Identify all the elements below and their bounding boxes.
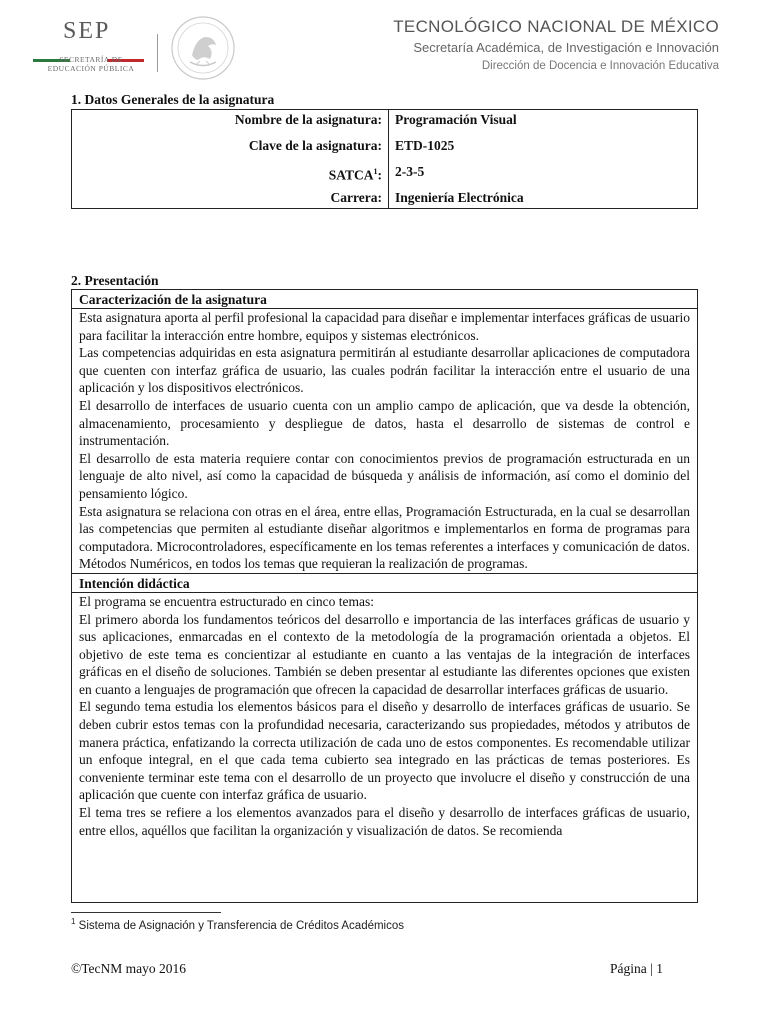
label-satca: SATCA$^1$: — [328, 167, 382, 183]
value-career: Ingeniería Electrónica — [395, 190, 524, 205]
sep-logo-stripe — [33, 49, 145, 52]
intention-heading: Intención didáctica — [72, 574, 697, 593]
characterization-paragraph: El desarrollo de interfaces de usuario cuenta con un amplio campo de aplicación, que va desde la obtención, almacenamiento, procesamiento y despliegue de datos, hasta el desarrollo de sistemas de control e instrumentación. — [79, 397, 690, 449]
value-course-name: Programación Visual — [395, 112, 517, 127]
sep-logo-subtitle: SECRETARÍA DE EDUCACIÓN PÚBLICA — [47, 55, 135, 73]
section1-title: 1. Datos Generales de la asignatura — [71, 92, 275, 107]
sep-logo-word: SEP — [63, 18, 111, 44]
label-course-code: Clave de la asignatura: — [248, 138, 382, 153]
label-course-name: Nombre de la asignatura: — [234, 112, 382, 127]
general-data-labels — [72, 110, 389, 209]
value-satca: 2-3-5 — [395, 164, 425, 179]
value-course-code: ETD-1025 — [395, 138, 455, 153]
footnote: $^1$ Sistema de Asignación y Transferencia de Créditos Académicos — [71, 917, 405, 932]
section2-title: 2. Presentación — [71, 273, 159, 288]
label-career: Carrera: — [330, 190, 382, 205]
institution-name: TECNOLÓGICO NACIONAL DE MÉXICO — [393, 17, 719, 36]
footer-page-number: Página | 1 — [610, 961, 663, 976]
characterization-body — [72, 309, 697, 574]
intention-paragraph: El segundo tema estudia los elementos básicos para el diseño y desarrollo de interfaces gráficas de usuario. Se deben cubrir estos temas con la profundidad necesaria, caracterizando sus propiedades, métodos y atributos de manera práctica, enfatizando la correcta utilización de cada uno de estos componentes. Es recomendable utilizar un enfoque integral, en el que cada tema cubierto sea integrado en las prácticas de temas posteriores. Es conveniente terminar este tema con el desarrollo de un proyecto que involucre el diseño y construcción de una aplicación que cuente con interfaz gráfica de usuario. — [79, 699, 690, 803]
general-data-values — [389, 110, 698, 209]
intention-paragraph: El primero aborda los fundamentos teóricos del desarrollo e importancia de las interfaces gráficas de usuario y sus aplicaciones, enmarcadas en el contexto de la metodología de la programación orientada a objetos. El objetivo de este tema es concientizar al estudiante en cuanto a las ventajas de la integración de interfaces gráficas en el diseño de soluciones. También se deben presentar al estudiante las diferentes opciones que existen en cuanto a lenguajes de programación que ofrecen la capacidad de desarrollar interfaces gráficas de usuario. — [79, 611, 690, 697]
characterization-paragraph: Esta asignatura se relaciona con otras en el área, entre ellas, Programación Estructurada, en la cual se desarrollan las competencias que permiten al estudiante diseñar algoritmos e implementarlos en forma de programas para computadora. Microcontroladores, específicamente en los temas referentes a interfaces y comunicación de datos. Métodos Numéricos, en todos los temas que requieran la realización de programas. — [79, 503, 690, 572]
characterization-paragraph: El desarrollo de esta materia requiere contar con conocimientos previos de programación estructurada en un lenguaje de alto nivel, así como la capacidad de búsqueda y análisis de información, así como el dominio del pensamiento lógico. — [79, 450, 690, 501]
mexico-coat-of-arms-icon — [170, 15, 236, 81]
characterization-paragraph: Las competencias adquiridas en esta asignatura permitirán al estudiante desarrollar aplicaciones de computadora que cuenten con interfaz gráfica de usuario, las cuales podrán facilitar la interacción entre el usuario de una aplicación y los dispositivos electrónicos. — [79, 345, 690, 396]
characterization-heading: Caracterización de la asignatura — [72, 290, 697, 309]
secretariat-name: Secretaría Académica, de Investigación e Innovación — [413, 40, 719, 55]
intention-paragraph: El programa se encuentra estructurado en cinco temas: — [79, 593, 374, 609]
header-divider — [157, 34, 158, 72]
sep-logo — [33, 18, 145, 78]
direction-name: Dirección de Docencia e Innovación Educativa — [481, 60, 719, 72]
footnote-rule — [71, 912, 221, 913]
footer-copyright: ©TecNM mayo 2016 — [71, 961, 187, 976]
intention-body — [72, 593, 697, 839]
presentation-box — [71, 289, 698, 903]
intention-paragraph: El tema tres se refiere a los elementos avanzados para el diseño y desarrollo de interfaces gráficas de usuario, entre ellos, aquéllos que facilitan la organización y visualización de datos. Se recomienda — [79, 805, 690, 838]
institution-header — [393, 16, 719, 74]
general-data-table — [71, 109, 698, 209]
characterization-paragraph: Esta asignatura aporta al perfil profesional la capacidad para diseñar e implementar interfaces gráficas de usuario para facilitar la interacción entre hombre, equipos y sistemas electrónicos. — [79, 310, 690, 343]
